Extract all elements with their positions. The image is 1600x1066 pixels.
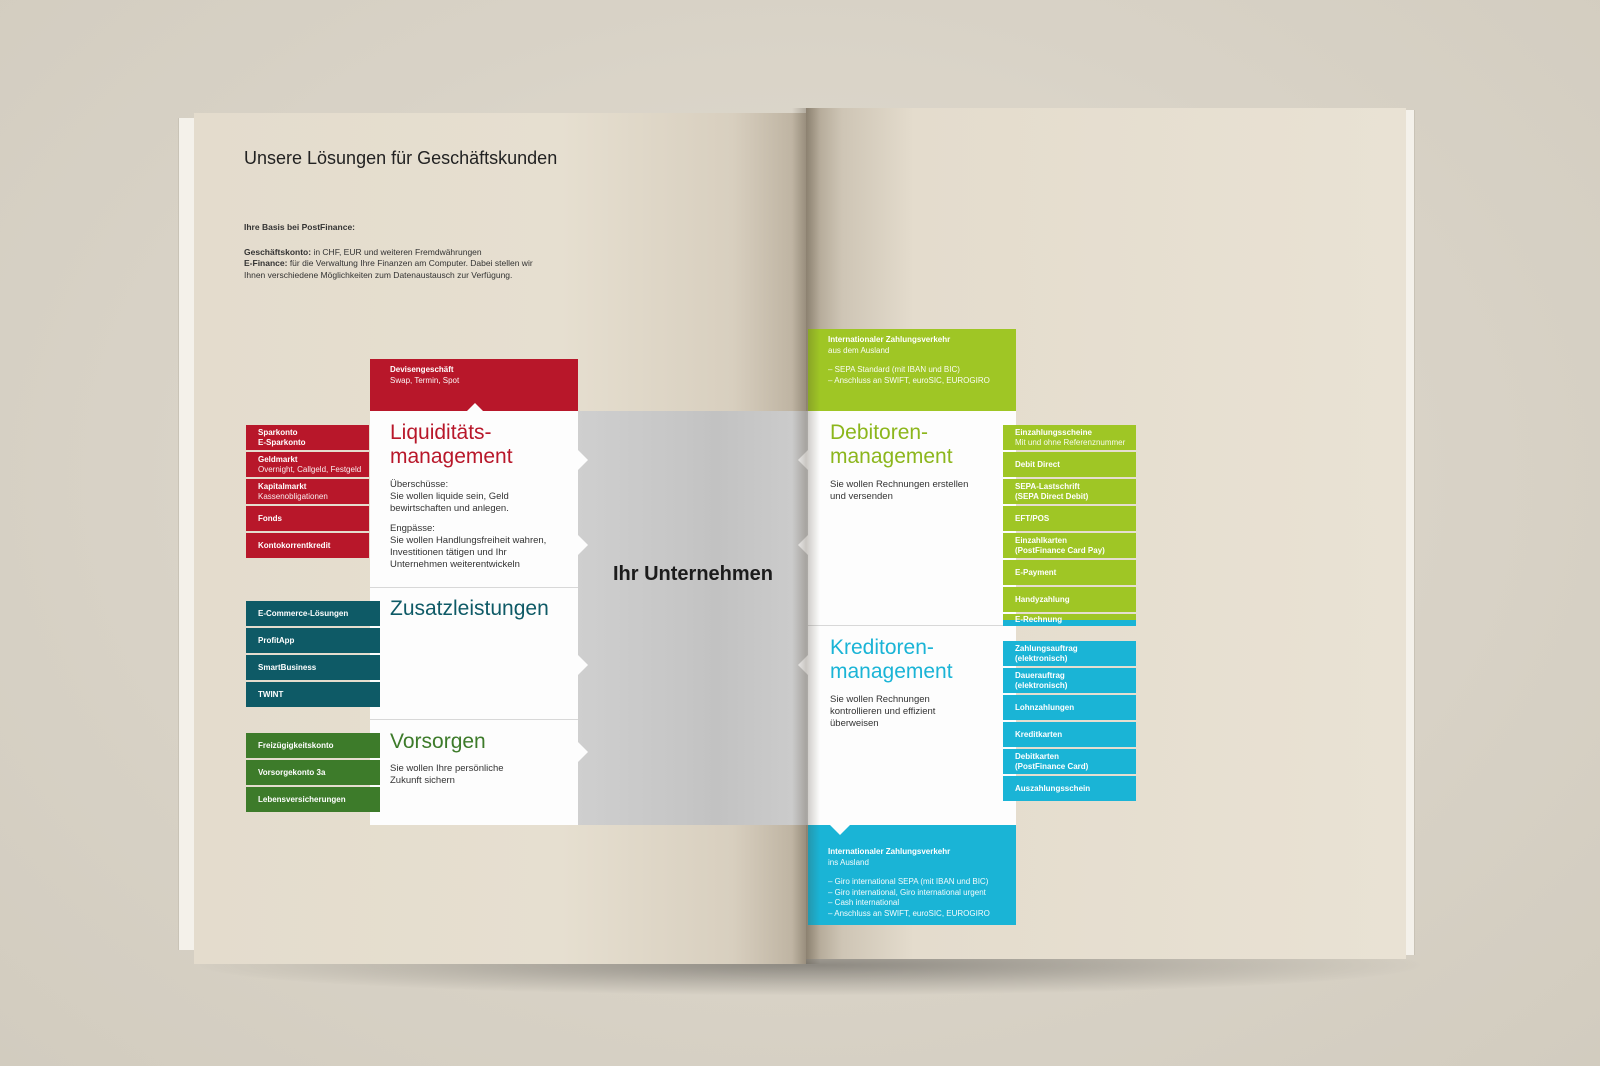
divider-left-1 <box>370 587 578 588</box>
tag-geldmarkt: Geldmarkt Overnight, Callgeld, Festgeld <box>246 452 369 477</box>
tag-zahlungsauftrag: Zahlungsauftrag (elektronisch) <box>1003 641 1136 666</box>
tag-debitkarten: Debitkarten (PostFinance Card) <box>1003 749 1136 774</box>
debitoren-title: Debitoren- management <box>830 421 953 468</box>
notch-left-3 <box>578 655 588 675</box>
devisen-box: Devisengeschäft Swap, Termin, Spot <box>370 359 578 411</box>
liquiditaet-text: Überschüsse: Sie wollen liquide sein, Geld bewirtschaften und anlegen. Engpässe: Sie wollen Handlungsfreiheit wahren, Investitionen tätigen und Ihr Unternehmen weiterentwickeln <box>390 479 547 570</box>
kreditoren-text: Sie wollen Rechnungen kontrollieren und effizient überweisen <box>830 694 936 729</box>
intl-out-box: Internationaler Zahlungsverkehr ins Ausland – Giro international SEPA (mit IBAN und BIC) – Giro international, Giro international urgent – Cash international – Anschluss an SWIFT, euroSIC, EUROGIRO <box>808 825 1016 925</box>
vorsorgen-title: Vorsorgen <box>390 730 486 753</box>
tag-e-payment: E-Payment <box>1003 560 1136 585</box>
intl-in-box: Internationaler Zahlungsverkehr aus dem Ausland – SEPA Standard (mit IBAN und BIC) – Anschluss an SWIFT, euroSIC, EUROGIRO <box>808 329 1016 411</box>
tag-debit-direct: Debit Direct <box>1003 452 1136 477</box>
tag-profitapp: ProfitApp <box>246 628 380 653</box>
notch-left-4 <box>578 742 588 762</box>
intro-line-1: Geschäftskonto: in CHF, EUR und weiteren Fremdwährungen <box>244 246 482 257</box>
intro-line-3: Ihnen verschiedene Möglichkeiten zum Datenaustausch zur Verfügung. <box>244 269 513 280</box>
tag-einzahlungsscheine: Einzahlungsscheine Mit und ohne Referenznummer <box>1003 425 1136 450</box>
tag-kontokorrentkredit: Kontokorrentkredit <box>246 533 369 558</box>
intro-line-2: E-Finance: für die Verwaltung Ihre Finanzen am Computer. Dabei stellen wir <box>244 258 533 268</box>
intro-heading: Ihre Basis bei PostFinance: <box>244 222 356 232</box>
intl-out-arrow-top <box>830 825 850 835</box>
center-block <box>578 411 808 825</box>
tag-smartbusiness: SmartBusiness <box>246 655 380 680</box>
tag-auszahlungsschein: Auszahlungsschein <box>1003 776 1136 801</box>
notch-left-1 <box>578 450 588 470</box>
zusatz-title: Zusatzleistungen <box>390 597 549 620</box>
kreditoren-title: Kreditoren- management <box>830 636 953 683</box>
tag-kreditkarten: Kreditkarten <box>1003 722 1136 747</box>
tag-e-commerce: E-Commerce-Lösungen <box>246 601 380 626</box>
debitoren-text: Sie wollen Rechnungen erstellen und versenden <box>830 479 969 502</box>
tag-einzahlkarten: Einzahlkarten (PostFinance Card Pay) <box>1003 533 1136 558</box>
center-label: Ihr Unternehmen <box>612 563 774 585</box>
tag-sparkonto: Sparkonto E-Sparkonto <box>246 425 369 450</box>
liquiditaet-title: Liquiditäts- management <box>390 421 513 468</box>
divider-left-2 <box>370 719 578 720</box>
tag-freizuegigkeit: Freizügigkeitskonto <box>246 733 380 758</box>
right-panel <box>808 411 1016 825</box>
tag-kapitalmarkt: Kapitalmarkt Kassenobligationen <box>246 479 369 504</box>
page-title: Unsere Lösungen für Geschäftskunden <box>244 148 558 168</box>
tag-sepa-lastschrift: SEPA-Lastschrift (SEPA Direct Debit) <box>1003 479 1136 504</box>
book-spine <box>792 108 820 964</box>
tag-twint: TWINT <box>246 682 380 707</box>
intro-text <box>244 222 564 281</box>
tag-handyzahlung: Handyzahlung <box>1003 587 1136 612</box>
tag-lohnzahlungen: Lohnzahlungen <box>1003 695 1136 720</box>
tag-fonds: Fonds <box>246 506 369 531</box>
devisen-arrow <box>467 403 483 411</box>
vorsorgen-text: Sie wollen Ihre persönliche Zukunft sichern <box>390 763 504 786</box>
divider-right-1 <box>808 625 1016 626</box>
notch-left-2 <box>578 535 588 555</box>
tag-dauerauftrag: Dauerauftrag (elektronisch) <box>1003 668 1136 693</box>
tag-eft-pos: EFT/POS <box>1003 506 1136 531</box>
tag-e-rechnung: E-Rechnung <box>1003 614 1136 626</box>
tag-lebensversicherungen: Lebensversicherungen <box>246 787 380 812</box>
tag-vorsorgekonto: Vorsorgekonto 3a <box>246 760 380 785</box>
